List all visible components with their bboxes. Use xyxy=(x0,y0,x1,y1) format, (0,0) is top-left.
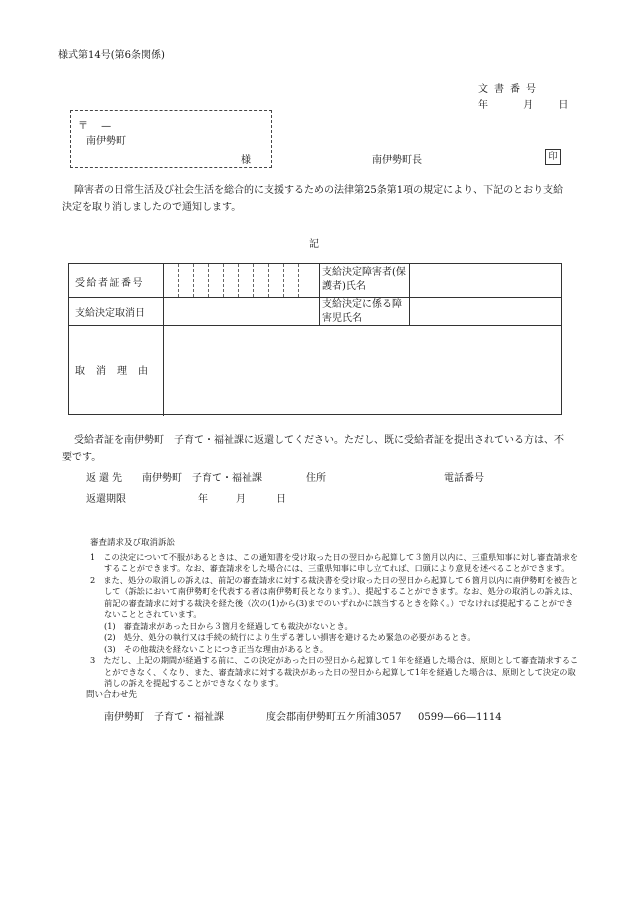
inquiry-label: 問い合わせ先 xyxy=(86,689,138,700)
table-col-divider-1 xyxy=(163,264,164,416)
date-month-label: 月 xyxy=(523,100,534,111)
notes-item-1: 1 この決定について不服があるときは、この通知書を受け取った日の翌日から起算して３箇月以内に、三重県知事に対し審査請求をすることができます。なお、審査請求をした場合には、三重県知事に申し立てれば、口頭により意見を述べることができます。 xyxy=(90,551,579,573)
phone-field-label: 電話番号 xyxy=(444,473,484,484)
contact-address: 度会郡南伊勢町五ケ所浦3057 xyxy=(266,712,402,723)
label-decided-person-name: 支給決定障害者(保護者)氏名 xyxy=(322,267,406,292)
return-address: 南伊勢町 子育て・福祉課 xyxy=(142,473,262,484)
date-year-label: 年 xyxy=(478,100,488,111)
deadline-year-label: 年 xyxy=(198,494,208,505)
digit-divider xyxy=(178,264,179,297)
return-instruction-text: 受給者証を南伊勢町 子育て・福祉課に返還してください。ただし、既に受給者証を提出されている方は、不要です。 xyxy=(62,435,564,463)
return-address-line xyxy=(86,469,484,484)
notice-body-text: 障害者の日常生活及び社会生活を総合的に支援するための法律第25条第1項の規定により、下記のとおり支給決定を取り消しましたので通知します。 xyxy=(62,185,564,213)
date-line xyxy=(478,96,568,111)
contact-phone: 0599—66—1114 xyxy=(418,712,502,723)
appeal-notes xyxy=(86,538,580,701)
notes-sub-1: (1) 審査請求があった日から３箇月を経過しても裁決がないとき。 xyxy=(104,620,353,631)
document-number-label: 文書番号 xyxy=(478,84,542,95)
contact-office: 南伊勢町 子育て・福祉課 xyxy=(104,712,224,723)
digit-divider xyxy=(298,264,299,297)
table-row-divider-1 xyxy=(69,297,561,298)
label-cancellation-reason: 取消理由 xyxy=(75,366,159,377)
digit-divider xyxy=(253,264,254,297)
deadline-day-label: 日 xyxy=(276,494,286,505)
label-disabled-child-name: 支給決定に係る障害児氏名 xyxy=(322,299,402,324)
digit-divider xyxy=(193,264,194,297)
recipient-honorific: 様 xyxy=(241,155,251,166)
return-deadline-line xyxy=(86,490,286,505)
decision-table xyxy=(68,263,562,415)
ki-heading: 記 xyxy=(309,239,319,250)
postal-code-line: 〒 — xyxy=(78,121,112,132)
label-recipient-cert-number: 受給者証番号 xyxy=(75,278,144,289)
notice-body xyxy=(62,182,572,216)
digit-divider xyxy=(238,264,239,297)
deadline-month-label: 月 xyxy=(236,494,246,505)
recipient-town: 南伊勢町 xyxy=(86,136,126,147)
notes-sub-3: (3) その他裁決を経ないことにつき正当な理由があるとき。 xyxy=(104,643,328,654)
form-number: 様式第14号(第6条関係) xyxy=(58,50,165,61)
return-instruction xyxy=(62,432,572,466)
digit-divider xyxy=(268,264,269,297)
notes-item-3: 3 ただし、上記の期間が経過する前に、この決定があった日の翌日から起算して１年を経過した場合は、原則として審査請求することができなく、くなり、また、審査請求に対する裁決があった日の翌日から起算して1年を経過した場合は、原則として決定の取消しの訴えを提起することができなくなります。 xyxy=(90,655,579,688)
table-row-divider-2 xyxy=(69,325,561,326)
digit-divider xyxy=(223,264,224,297)
contact-line xyxy=(104,708,502,723)
date-day-label: 日 xyxy=(558,100,569,111)
return-deadline-label: 返還期限 xyxy=(86,494,126,505)
table-col-divider-3 xyxy=(409,264,410,325)
table-col-divider-2 xyxy=(319,264,320,325)
notes-item-2: 2 また、処分の取消しの訴えは、前記の審査請求に対する裁決書を受け取った日の翌日から起算して６箇月以内に南伊勢町を被告として（訴訟において南伊勢町を代表する者は南伊勢町長となります。）、提起することができます。なお、処分の取消しの訴えは、前記の審査請求に対する裁決を経た後（次の(1)から(3)までのいずれかに該当するときを除く。）でなければ提起することができないこととされています。 xyxy=(90,574,579,619)
return-address-field-label: 住所 xyxy=(306,473,326,484)
digit-divider xyxy=(283,264,284,297)
notes-sub-2: (2) 処分、処分の執行又は手続の続行により生ずる著しい損害を避けるため緊急の必要があるとき。 xyxy=(104,632,476,642)
digit-divider xyxy=(208,264,209,297)
sender-name: 南伊勢町長 xyxy=(372,155,422,166)
return-address-label: 返還先 xyxy=(86,473,125,484)
seal-stamp: 印 xyxy=(545,149,561,165)
label-cancellation-date: 支給決定取消日 xyxy=(75,308,145,319)
notes-heading: 審査請求及び取消訴訟 xyxy=(90,538,176,548)
